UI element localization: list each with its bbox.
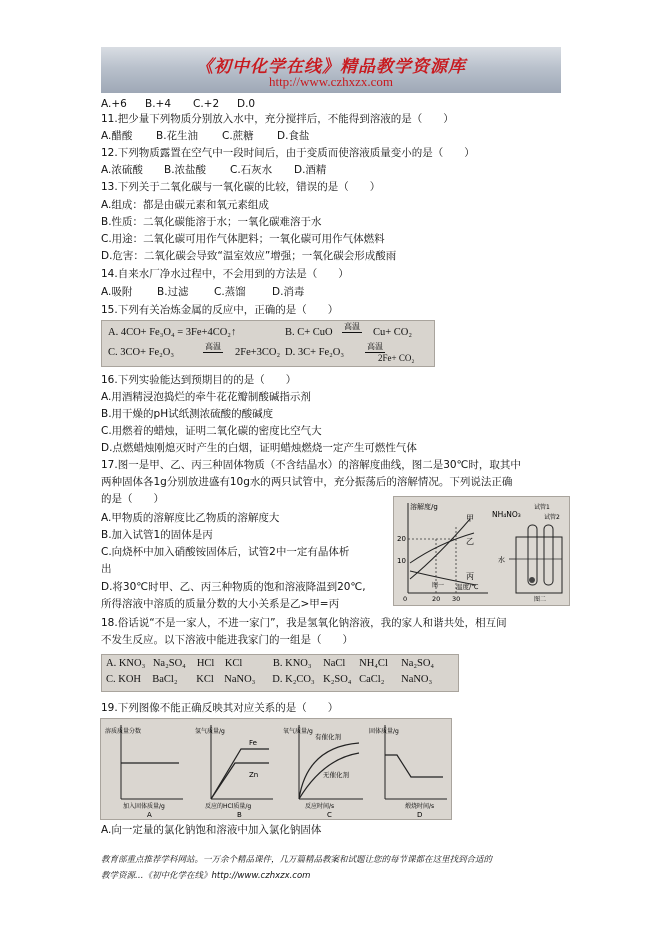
q17-option-d-cont: 所得溶液中溶质的质量分数的大小关系是乙>甲=丙 [101, 598, 340, 610]
fig1-y-tick-20: 20 [397, 535, 406, 543]
q16-option-a: A.用酒精浸泡捣烂的牵牛花花瓣制酸碱指示剂 [101, 391, 311, 403]
q15-options-image [101, 320, 435, 367]
q14-stem: 14.自来水厂净水过程中，不会用到的方法是（ ） [101, 268, 349, 280]
graph-d-letter: D [417, 811, 423, 819]
q13-option-a: A.组成：都是由碳元素和氧元素组成 [101, 199, 269, 211]
option: A.醋酸 [101, 130, 133, 142]
fig2-tube1-label: 试管1 [534, 504, 550, 511]
graph-b-tag-fe: Fe [249, 739, 257, 747]
q17-option-d: D.将30℃时甲、乙、丙三种物质的饱和溶液降温到20℃, [101, 581, 366, 593]
banner-title: 《初中化学在线》精品教学资源库 [196, 57, 466, 77]
q15-stem: 15.下列有关冶炼金属的反应中，正确的是（ ） [101, 304, 339, 316]
graph-a-letter: A [147, 811, 152, 819]
option: C.+2 [193, 98, 220, 110]
option: D.食盐 [277, 130, 310, 142]
graph-c-letter: C [327, 811, 332, 819]
condition-label: 高温 [344, 322, 360, 331]
option: A.浓硫酸 [101, 164, 143, 176]
test-tube-1 [528, 525, 537, 585]
q17-stem-line2: 两种固体各1g分别放进盛有10g水的两只试管中，充分振荡后的溶解情况。下列说法正确 [101, 476, 513, 488]
curve-jia [410, 519, 470, 579]
option: B.浓盐酸 [164, 164, 207, 176]
fig2-caption: 图二 [534, 596, 547, 603]
q18-stem-line1: 18.俗话说“不是一家人，不进一家门”，我是氢氧化钠溶液，我的家人和谐共处，相互间 [101, 617, 507, 629]
q13-option-d: D.危害：二氧化碳会导致“温室效应”增强；一氧化碳会形成酸雨 [101, 250, 397, 262]
footer-line1: 教育部重点推荐学科网站。一万余个精品课件，几万篇精品教案和试题让您的每节课都在这里找到合适的 [101, 855, 493, 865]
fig1-x-tick-0: 0 [403, 595, 408, 603]
q17-option-b: B.加入试管1的固体是丙 [101, 529, 213, 541]
option: A.+6 [101, 98, 127, 110]
q13-option-b: B.性质：二氧化碳能溶于水；一氧化碳难溶于水 [101, 216, 322, 228]
option: D.消毒 [272, 286, 305, 298]
curve-label-jia: 甲 [466, 514, 474, 523]
graph-c-tag-catalyst: 有催化剂 [315, 733, 341, 741]
q16-stem: 16.下列实验能达到预期目的的是（ ） [101, 374, 297, 386]
fig1-x-tick-20: 20 [432, 595, 441, 603]
graph-d [369, 725, 447, 819]
q19-option-a: A.向一定量的氯化钠饱和溶液中加入氯化钠固体 [101, 824, 322, 836]
option: D.0 [237, 98, 256, 110]
graph-b-tag-zn: Zn [249, 771, 259, 779]
option: B.+4 [145, 98, 172, 110]
footer-line2: 教学资源…《初中化学在线》http://www.czhxzx.com [101, 871, 311, 881]
q16-option-b: B.用干燥的pH试纸测浓硫酸的酸碱度 [101, 408, 274, 420]
q13-stem: 13.下列关于二氧化碳与一氧化碳的比较，错误的是（ ） [101, 181, 381, 193]
fig2-water-label: 水 [498, 556, 505, 564]
fig2-reagent: NH₄NO₃ [492, 510, 521, 519]
fig1-caption: 图一 [432, 582, 445, 589]
curve-label-bing: 丙 [466, 572, 474, 581]
q16-option-d: D.点燃蜡烛刚熄灭时产生的白烟，证明蜡烛燃烧一定产生可燃性气体 [101, 442, 417, 454]
option: D. 3C+ Fe₂O₃ [285, 347, 345, 358]
q17-option-c: C.向烧杯中加入硝酸铵固体后，试管2中一定有晶体析 [101, 546, 350, 558]
graph-c-ylabel: 氧气质量/g [283, 728, 313, 735]
footer-note [101, 852, 571, 884]
test-tube-2 [544, 525, 553, 585]
q17-figure [393, 496, 570, 606]
fig1-ylabel: 溶解度/g [410, 503, 438, 511]
q13-option-c: C.用途：二氧化碳可用作气体肥料；一氧化碳可用作气体燃料 [101, 233, 385, 245]
option: A. 4CO+ Fe₃O₄ = 3Fe+4CO₂↑ [108, 327, 237, 338]
graph-b-ylabel: 氢气质量/g [195, 728, 225, 735]
q16-option-c: C.用燃着的蜡烛，证明二氧化碳的密度比空气大 [101, 425, 322, 437]
option: Cu+ CO₂ [373, 327, 413, 338]
q12-options [101, 163, 326, 177]
graph-d-xlabel: 煅烧时间/s [405, 803, 435, 810]
option: B. C+ CuO [285, 327, 333, 338]
q12-stem: 12.下列物质露置在空气中一段时间后，由于变质而使溶液质量变小的是（ ） [101, 147, 475, 159]
graph-a-xlabel: 加入固体质量/g [123, 803, 165, 810]
option: D.酒精 [294, 164, 327, 176]
graph-a [105, 725, 183, 819]
q18-row-a: A. KNO₃ Na₂SO₄ HCl KCl B. KNO₃ NaCl NH₄Cl Na₂SO₄ [106, 658, 435, 669]
option: 2Fe+ CO₂ [378, 353, 415, 363]
q17-option-a: A.甲物质的溶解度比乙物质的溶解度大 [101, 512, 280, 524]
q17-stem-line1: 17.图一是甲、乙、丙三种固体物质（不含结晶水）的溶解度曲线，图二是30℃时，取其中 [101, 459, 521, 471]
tube-1-solid [529, 577, 535, 583]
graph-c-tag-no-catalyst: 无催化剂 [323, 771, 349, 779]
fig2-tube2-label: 试管2 [544, 514, 560, 521]
option: A.吸附 [101, 286, 133, 298]
q18-stem-line2: 不发生反应。以下溶液中能进我家门的一组是（ ） [101, 634, 353, 646]
graph-b-letter: B [237, 811, 242, 819]
q18-options-image [101, 654, 459, 692]
option: 2Fe+3CO₂ [235, 347, 281, 358]
header-banner [101, 47, 561, 93]
q11-stem: 11.把少量下列物质分别放入水中，充分搅拌后，不能得到溶液的是（ ） [101, 113, 454, 125]
graph-c [283, 725, 363, 819]
graph-b [195, 725, 273, 819]
banner-url[interactable]: http://www.czhxzx.com [268, 74, 394, 89]
condition-label: 高温 [367, 342, 383, 351]
graph-a-ylabel: 溶质质量分数 [105, 728, 142, 735]
curve-label-yi: 乙 [466, 537, 474, 546]
q19-stem: 19.下列图像不能正确反映其对应关系的是（ ） [101, 702, 339, 714]
option: C.蔗糖 [222, 130, 254, 142]
fig1-x-tick-30: 30 [452, 595, 461, 603]
q11-options [101, 129, 309, 143]
condition-label: 高温 [205, 342, 221, 351]
option: C. 3CO+ Fe₂O₃ [108, 347, 175, 358]
q17-option-c-cont: 出 [101, 563, 112, 575]
q19-graphs [101, 719, 451, 819]
graph-c-xlabel: 反应时间/s [305, 803, 335, 810]
q18-row-c: C. KOH BaCl₂ KCl NaNO₃ D. K₂CO₃ K₂SO₄ CaCl₂ NaNO₃ [106, 674, 433, 685]
option: B.花生油 [156, 130, 199, 142]
option: C.蒸馏 [214, 286, 246, 298]
option: B.过滤 [157, 286, 189, 298]
q10-options [101, 97, 255, 111]
graph-b-xlabel: 反应的HCl质量/g [205, 803, 252, 810]
q19-graphs-image [100, 718, 452, 820]
graph-d-ylabel: 固体质量/g [369, 728, 399, 735]
q17-stem-line3: 的是（ ） [101, 493, 164, 505]
beaker [516, 537, 562, 593]
q14-options [101, 285, 304, 299]
option: C.石灰水 [230, 164, 273, 176]
solubility-figure [394, 497, 569, 605]
fig1-y-tick-10: 10 [397, 557, 406, 565]
curve-yi [410, 533, 474, 563]
fig1-xlabel: 温度/℃ [456, 583, 479, 591]
